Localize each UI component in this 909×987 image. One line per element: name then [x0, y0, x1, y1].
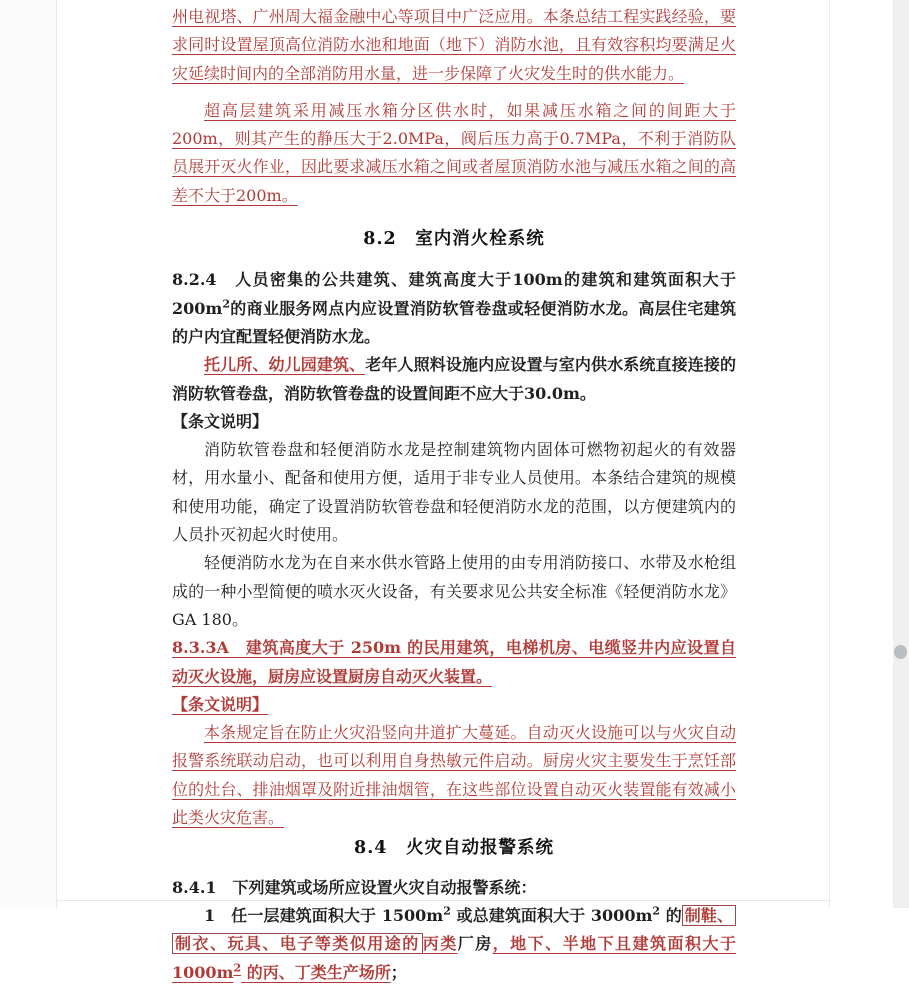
text-run: 州电视塔、广州周大福金融中心等项目中广泛应用。本条总结工程实践经验，要求同时设置屋顶高位消防水池和地面（地下）消防水池，且有效容积均要满足火灾延续时间内的全部消防用水量，进一步保障了火灾发生时的供水能力。: [172, 7, 736, 83]
explanation-paragraph-continued: [172, 3, 736, 88]
text-run: 厂房: [457, 934, 493, 954]
text-run: 超高层建筑采用减压水箱分区供水时，如果减压水箱之间的间距大于200m，则其产生的静压大于2.0MPa，阀后压力高于0.7MPa，不利于消防队员展开灭火作业，因此要求减压水箱之间或者屋顶消防水池与减压水箱之间的高差不大于200m。: [172, 100, 736, 205]
text-run: 消防软管卷盘和轻便消防水龙是控制建筑物内固体可燃物初起火的有效器材，用水量小、配备和使用方便，适用于非专业人员使用。本条结合建筑的规模和使用功能，确定了设置消防软管卷盘和轻便消防水龙的范围，以方便建筑内的人员扑灭初起火时使用。: [172, 440, 736, 545]
section-heading-8-2: [172, 225, 736, 253]
text-run: 2: [233, 961, 242, 975]
explanation-label: [172, 408, 736, 436]
inserted-text-box: 制鞋、制衣、玩具、电子等类似用途的: [172, 905, 736, 954]
page-edge-line: [829, 0, 830, 908]
provision-8-3-3A: [172, 634, 736, 691]
text-run: 8.2 室内消火栓系统: [363, 229, 545, 250]
text-run: 8.3.3A 建筑高度大于 250m 的民用建筑，电梯机房、电缆竖井内应设置自动灭火设施，厨房应设置厨房自动灭火装置。: [172, 638, 736, 686]
text-run: 2: [652, 904, 661, 918]
document-text: [172, 0, 736, 987]
text-run: 8.4 火灾自动报警系统: [354, 838, 554, 859]
text-run: 轻便消防水龙为在自来水供水管路上使用的由专用消防接口、水带及水枪组成的一种小型简便的喷水灭火设备，有关要求见公共安全标准《轻便消防水龙》GA 180。: [172, 553, 736, 629]
text-run: 1 任一层建筑面积大于 1500m: [204, 905, 444, 925]
scrollbar-thumb[interactable]: [894, 645, 907, 659]
explanation-paragraph: [172, 549, 736, 634]
provision-8-2-4: [172, 266, 736, 351]
text-run: 本条规定旨在防止火灾沿竖向井道扩大蔓延。自动灭火设施可以与火灾自动报警系统联动启动，也可以利用自身热敏元件启动。厨房火灾主要发生于烹饪部位的灶台、排油烟罩及附近排油烟管，在这些部位设置自动灭火装置能有效减小此类火灾危害。: [172, 723, 736, 828]
text-run: 【条文说明】: [172, 694, 269, 714]
explanation-paragraph: [172, 719, 736, 832]
explanation-paragraph: [172, 436, 736, 549]
text-run: 老年人照料设施内应设置与室内供水系统直接连接的消防软管卷盘，消防软管卷盘的设置间距不应大于30.0m。: [172, 355, 736, 403]
text-run: 8.4.1 下列建筑或场所应设置火灾自动报警系统：: [172, 877, 537, 897]
text-run: 2: [443, 904, 451, 918]
provision-paragraph: [172, 351, 736, 408]
text-run: 的商业服务网点内应设置消防软管卷盘或轻便消防水龙。高层住宅建筑的户内宜配置轻便消防水龙。: [172, 298, 736, 346]
text-run: 8.2.4 人员密集的公共建筑、建筑高度大于100m的建筑和建筑面积大于200m: [172, 270, 736, 318]
provision-8-4-1: [172, 874, 736, 902]
explanation-label: [172, 691, 736, 719]
left-margin-strip: [0, 0, 57, 908]
text-run: 托儿所、幼儿园建筑、: [204, 355, 366, 375]
scrollbar-track[interactable]: [893, 0, 909, 908]
text-run: 【条文说明】: [172, 411, 269, 431]
section-heading-8-4: [172, 834, 736, 862]
text-run: 2: [222, 297, 230, 311]
text-run: 的丙、丁类生产场所: [241, 962, 391, 982]
text-run: ；: [390, 962, 407, 982]
text-run: ，地下、半地下且建筑面积大于 1000m: [172, 934, 736, 982]
provision-item-1: [172, 902, 736, 987]
text-run: 丙类: [422, 934, 458, 954]
text-run: 或总建筑面积大于 3000m: [450, 905, 653, 925]
explanation-paragraph: [172, 97, 736, 210]
text-run: 的: [660, 905, 682, 925]
